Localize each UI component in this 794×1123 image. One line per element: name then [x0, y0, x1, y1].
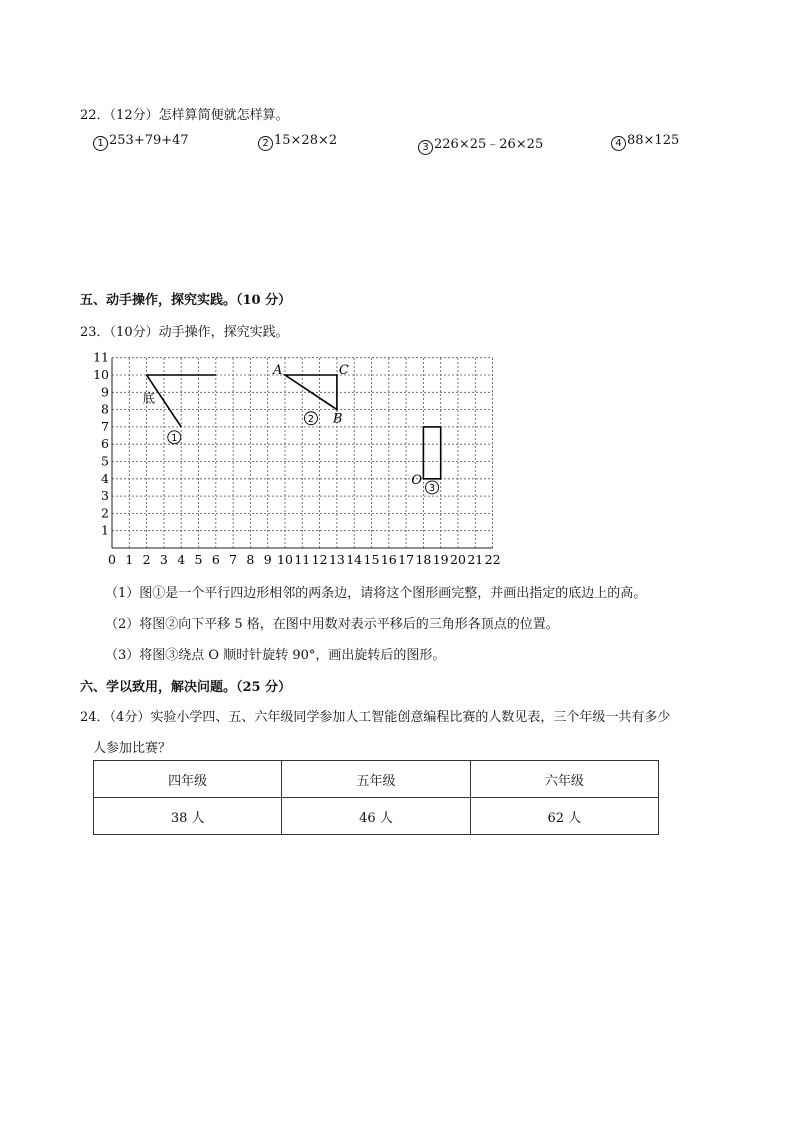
x-tick-label: 16 — [380, 552, 397, 567]
coordinate-grid — [90, 352, 510, 572]
x-tick-label: 0 — [108, 552, 116, 567]
table-header-cell: 五年级 — [282, 761, 470, 798]
x-tick-label: 8 — [246, 552, 255, 567]
table-cell: 62 人 — [470, 798, 658, 835]
y-tick-label: 7 — [101, 418, 109, 434]
y-tick-label: 5 — [101, 453, 109, 469]
x-tick-label: 9 — [263, 552, 272, 567]
x-tick-label: 17 — [398, 552, 415, 567]
x-tick-label: 2 — [142, 552, 151, 567]
x-tick-label: 4 — [177, 552, 186, 567]
q24-question-line1: 24．（4分）实验小学四、五、六年级同学参加人工智能创意编程比赛的人数见表，三个年级一共有多少 — [80, 710, 671, 725]
x-tick-label: 6 — [211, 552, 220, 567]
y-tick-label: 2 — [101, 505, 109, 521]
x-tick-label: 22 — [484, 552, 501, 567]
fig3-marker-number: 3 — [429, 482, 436, 494]
fig3-rectangle — [423, 427, 440, 479]
y-tick-label: 1 — [101, 522, 109, 538]
fig3-origin-label: O — [411, 472, 423, 488]
section6-title: 六、学以致用，解决问题。（25 分） — [80, 680, 292, 695]
x-tick-label: 12 — [311, 552, 328, 567]
fig1-base-label: 底 — [142, 390, 156, 406]
y-tick-label: 6 — [101, 436, 109, 452]
fig2-vertex-label: C — [338, 363, 349, 378]
fig2-vertex-label: A — [273, 363, 283, 378]
x-tick-label: 11 — [294, 552, 311, 567]
fig2-vertex-label: B — [332, 411, 343, 427]
q22-item-2 — [258, 133, 337, 151]
x-tick-label: 7 — [229, 552, 238, 567]
circle-number-icon: 4 — [611, 136, 626, 151]
y-tick-label: 10 — [93, 367, 109, 382]
circle-number-icon: 2 — [258, 136, 273, 151]
table-header-cell: 六年级 — [470, 761, 658, 798]
x-tick-label: 5 — [194, 552, 203, 567]
section5-title: 五、动手操作，探究实践。（10 分） — [80, 293, 292, 308]
table-cell: 38 人 — [94, 798, 282, 835]
q22-expr: 226×25﹣26×25 — [434, 137, 544, 152]
table-cell: 46 人 — [282, 798, 470, 835]
table-header-row — [94, 761, 659, 798]
participants-table — [93, 760, 659, 835]
x-tick-label: 3 — [159, 552, 168, 567]
x-tick-label: 15 — [363, 552, 380, 567]
x-tick-label: 13 — [328, 552, 345, 567]
q22-expr: 88×125 — [627, 133, 680, 148]
circle-number-icon: 3 — [418, 140, 433, 155]
q23-part-3: （3）将图③绕点 O 顺时针旋转 90°，画出旋转后的图形。 — [105, 648, 446, 663]
x-tick-label: 10 — [277, 552, 293, 567]
q23-part-1: （1）图①是一个平行四边形相邻的两条边，请将这个图形画完整，并画出指定的底边上的高。 — [105, 586, 647, 601]
q24-question-line2: 人参加比赛？ — [93, 741, 172, 756]
q22-item-4 — [611, 133, 679, 151]
y-tick-label: 4 — [101, 470, 109, 486]
circle-number-icon: 1 — [93, 136, 108, 151]
q22-expr: 253+79+47 — [109, 133, 189, 148]
x-tick-label: 19 — [432, 552, 449, 567]
q22-item-3 — [418, 133, 543, 155]
x-tick-label: 18 — [415, 552, 432, 567]
x-tick-label: 1 — [125, 552, 134, 567]
q23-part-2: （2）将图②向下平移 5 格，在图中用数对表示平移后的三角形各顶点的位置。 — [105, 617, 559, 632]
q22-title: 22．（12分）怎样算简便就怎样算。 — [80, 108, 289, 123]
q22-expr: 15×28×2 — [274, 133, 338, 148]
q22-item-1 — [93, 133, 189, 151]
fig2-marker-number: 2 — [307, 413, 314, 425]
table-row — [94, 798, 659, 835]
x-tick-label: 21 — [467, 552, 484, 567]
x-tick-label: 20 — [450, 552, 466, 567]
x-tick-label: 14 — [346, 552, 363, 567]
y-tick-label: 3 — [101, 488, 109, 504]
fig1-marker-number: 1 — [171, 432, 178, 444]
y-tick-label: 9 — [101, 384, 109, 400]
q23-title: 23．（10分）动手操作，探究实践。 — [80, 325, 289, 340]
y-tick-label: 8 — [101, 401, 109, 417]
table-header-cell: 四年级 — [94, 761, 282, 798]
y-tick-label: 11 — [93, 352, 109, 365]
